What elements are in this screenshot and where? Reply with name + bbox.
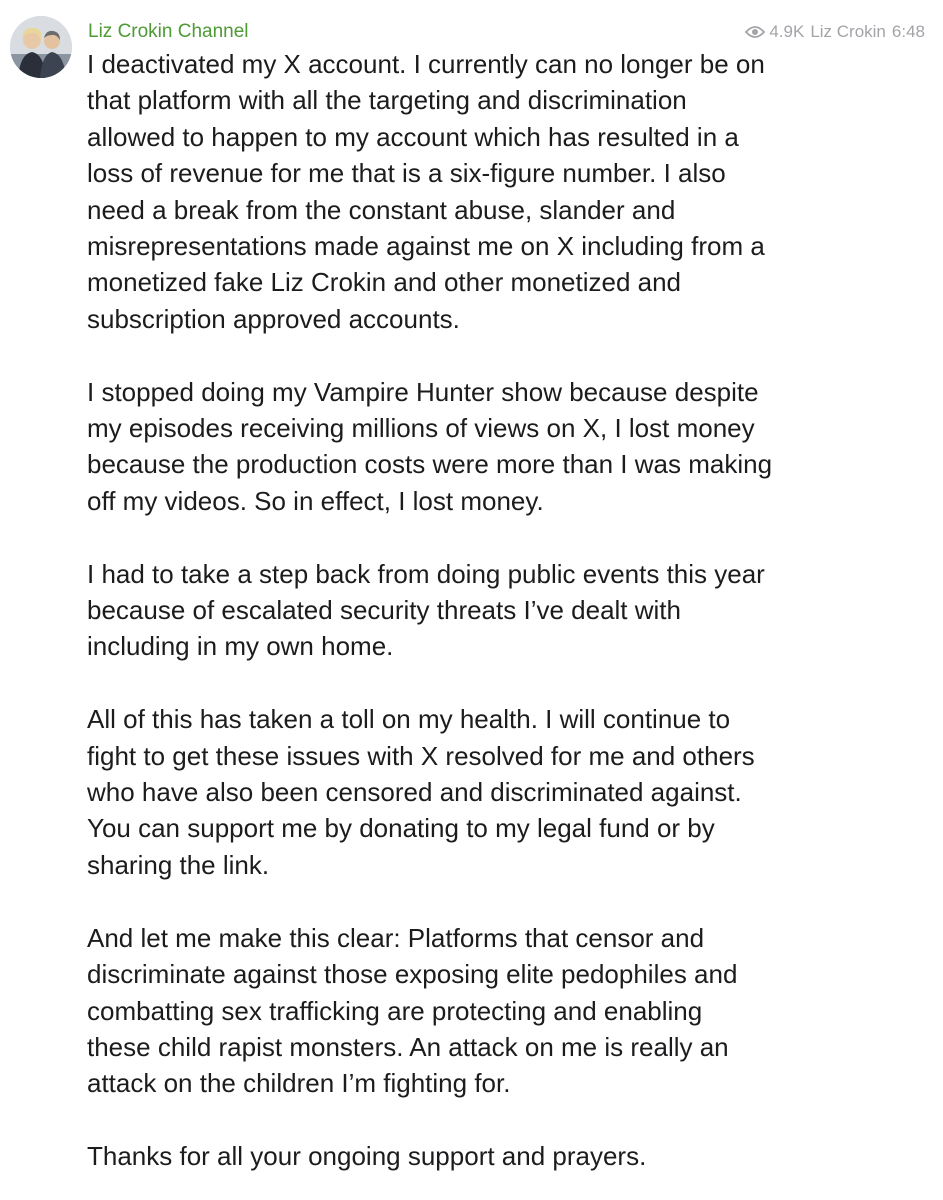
- message-meta: [745, 21, 925, 43]
- message-paragraph: I stopped doing my Vampire Hunter show because despite my episodes receiving millions of views on X, I lost money because the production costs were more than I was making off my videos. So in effect, I lost money.: [87, 376, 773, 516]
- message-paragraph: Thanks for all your ongoing support and prayers.: [87, 1141, 647, 1172]
- channel-avatar[interactable]: [10, 16, 72, 78]
- message-paragraph: All of this has taken a toll on my health. I will continue to fight to get these issues with X resolved for me and others who have also been censored and discriminated against. You can support me by donating to my legal fund or by sharing the link.: [87, 704, 755, 880]
- eye-icon: [745, 25, 765, 39]
- message-paragraph: I deactivated my X account. I currently can no longer be on that platform with all the targeting and discrimination allowed to happen to my account which has resulted in a loss of revenue for me that is a six-figure number. I also need a break from the constant abuse, slander and misrepresentations made against me on X including from a monetized fake Liz Crokin and other monetized and subscription approved accounts.: [87, 49, 765, 334]
- channel-name[interactable]: Liz Crokin Channel: [88, 21, 249, 42]
- message-time: 6:48: [891, 22, 925, 41]
- message-body: [87, 46, 927, 1175]
- author-signature: Liz Crokin: [810, 22, 886, 41]
- avatar-photo-icon: [10, 16, 72, 78]
- view-count: 4.9K: [769, 22, 805, 41]
- message-paragraph: And let me make this clear: Platforms that censor and discriminate against those exposing elite pedophiles and combatting sex trafficking are protecting and enabling these child rapist monsters. An attack on me is really an attack on the children I’m fighting for.: [87, 922, 738, 1099]
- message-paragraph: I had to take a step back from doing public events this year because of escalated security threats I’ve dealt with including in my own home.: [87, 558, 765, 662]
